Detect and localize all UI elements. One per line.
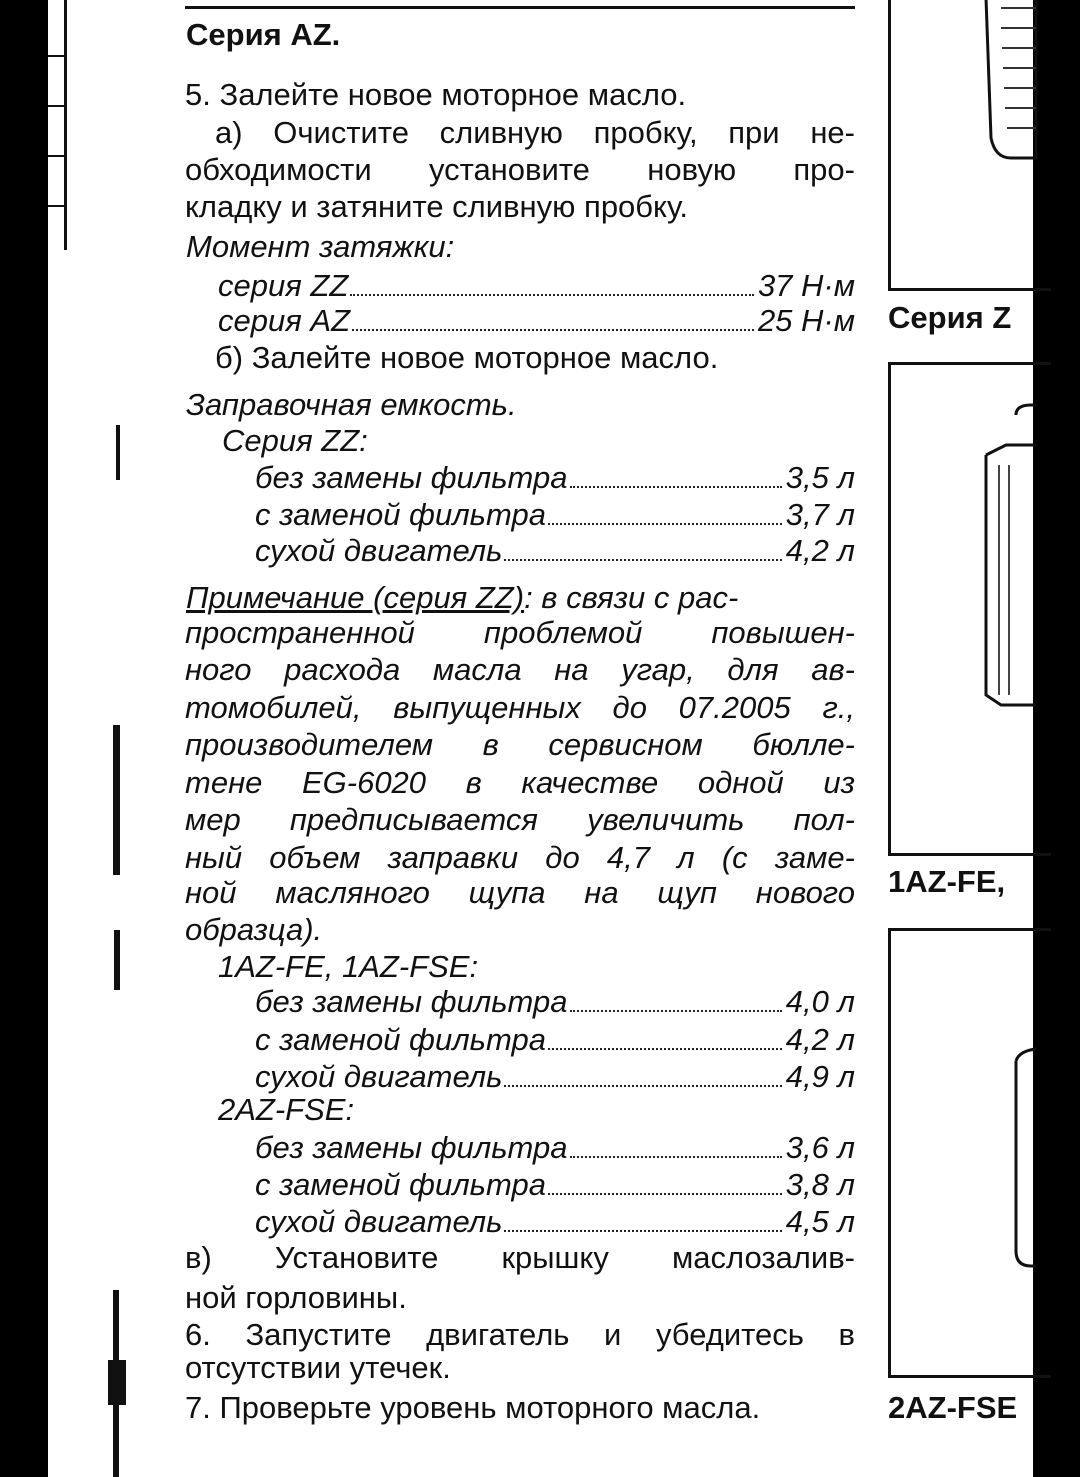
figure-2az-frame (888, 928, 1051, 1378)
spec-row (255, 1204, 855, 1240)
dot-leader (504, 1085, 781, 1087)
spec-row (255, 984, 855, 1020)
dot-leader (504, 1230, 781, 1232)
text-line: кладку и затяните сливную пробку. (185, 189, 688, 224)
text-line: обходимости установите новую про- (185, 152, 855, 187)
margin-rule (48, 105, 66, 107)
text-line: мер предписывается увеличить пол- (185, 802, 855, 837)
oil-filter-illustration-icon (891, 931, 1051, 1375)
scan-smudge (113, 725, 120, 875)
top-rule (185, 0, 855, 9)
text-line: производителем в сервисном бюлле- (185, 727, 855, 762)
spec-value: 3,7 л (785, 497, 855, 532)
spec-label: без замены фильтра (255, 460, 568, 495)
text-line: ный объем заправки до 4,7 л (с заме- (185, 840, 855, 875)
figure-1az-frame (888, 362, 1051, 856)
spec-value: 4,9 л (785, 1059, 855, 1094)
spec-label: без замены фильтра (255, 984, 568, 1019)
spec-row (255, 460, 855, 496)
oil-filter-illustration-icon (891, 365, 1051, 853)
note-label: Примечание (серия ZZ) (186, 580, 525, 615)
spec-row (255, 1022, 855, 1058)
text-line: а) Очистите сливную пробку, при не- (215, 115, 855, 150)
spec-value: 3,5 л (785, 460, 855, 495)
dot-leader (548, 1048, 782, 1050)
text-line: 1AZ-FE, 1AZ-FSE: (218, 949, 479, 984)
dot-leader (570, 486, 782, 488)
spec-label: с заменой фильтра (255, 497, 546, 532)
text-line: в) Установите крышку маслозалив- (185, 1240, 855, 1275)
dot-leader (548, 523, 782, 525)
spec-value: 4,2 л (785, 533, 855, 568)
spec-label: с заменой фильтра (255, 1022, 546, 1057)
text-line: образца). (185, 912, 323, 947)
dot-leader (548, 1193, 782, 1195)
text-line: пространенной проблемой повышен- (185, 615, 855, 650)
spec-label: серия AZ (218, 303, 351, 338)
spec-row (255, 497, 855, 533)
scan-smudge (114, 930, 120, 990)
spec-label: с заменой фильтра (255, 1167, 546, 1202)
figure-zz-frame (888, 0, 1051, 291)
spec-row (255, 1130, 855, 1166)
spec-label: сухой двигатель (255, 1204, 503, 1239)
spec-value: 37 Н·м (757, 268, 855, 303)
dot-leader (352, 329, 754, 331)
section-title: Серия AZ. (186, 17, 341, 52)
margin-rule (48, 155, 66, 157)
spec-value: 4,5 л (785, 1204, 855, 1239)
note-line (186, 580, 738, 616)
text-line: ной горловины. (185, 1280, 407, 1315)
margin-rule (48, 55, 66, 57)
text-line: 2AZ-FSE: (218, 1092, 355, 1127)
dot-leader (504, 559, 781, 561)
text-line: б) Залейте новое моторное масло. (215, 340, 719, 375)
dot-leader (570, 1010, 782, 1012)
figure-caption-zz: Серия Z (888, 300, 1012, 335)
spec-value: 25 Н·м (757, 303, 855, 338)
text-line: ной масляного щупа на щуп нового (185, 875, 855, 910)
spec-label: сухой двигатель (255, 533, 503, 568)
margin-table-edge (48, 0, 67, 250)
dot-leader (570, 1156, 782, 1158)
spec-label: сухой двигатель (255, 1059, 503, 1094)
figure-caption-1az: 1AZ-FE, (888, 864, 1006, 899)
text-line: 7. Проверьте уровень моторного масла. (185, 1390, 761, 1425)
text-line: 5. Залейте новое моторное масло. (185, 77, 687, 112)
scan-smudge (108, 1360, 126, 1405)
text-line: тене EG-6020 в качестве одной из (185, 765, 855, 800)
text-line: отсутствии утечек. (185, 1350, 451, 1385)
dot-leader (350, 294, 754, 296)
spec-row (218, 268, 855, 304)
spec-value: 3,8 л (785, 1167, 855, 1202)
spec-row (255, 1059, 855, 1095)
text-line: томобилей, выпущенных до 07.2005 г., (185, 690, 855, 725)
text-line: Заправочная емкость. (186, 387, 517, 422)
text-line: ного расхода масла на угар, для ав- (185, 652, 855, 687)
text-line: 6. Запустите двигатель и убедитесь в (185, 1317, 855, 1352)
spec-label: без замены фильтра (255, 1130, 568, 1165)
note-text: : в связи с рас- (524, 580, 739, 615)
spec-row (218, 303, 855, 339)
margin-rule (48, 205, 66, 207)
oil-filter-illustration-icon (891, 0, 1051, 288)
scan-smudge (116, 425, 120, 480)
spec-value: 3,6 л (785, 1130, 855, 1165)
spec-value: 4,2 л (785, 1022, 855, 1057)
text-line: Серия ZZ: (222, 423, 368, 458)
spec-row (255, 1167, 855, 1203)
text-line: Момент затяжки: (186, 229, 455, 264)
spec-value: 4,0 л (785, 984, 855, 1019)
spec-row (255, 533, 855, 569)
figure-caption-2az: 2AZ-FSE (888, 1390, 1018, 1425)
spec-label: серия ZZ (218, 268, 349, 303)
